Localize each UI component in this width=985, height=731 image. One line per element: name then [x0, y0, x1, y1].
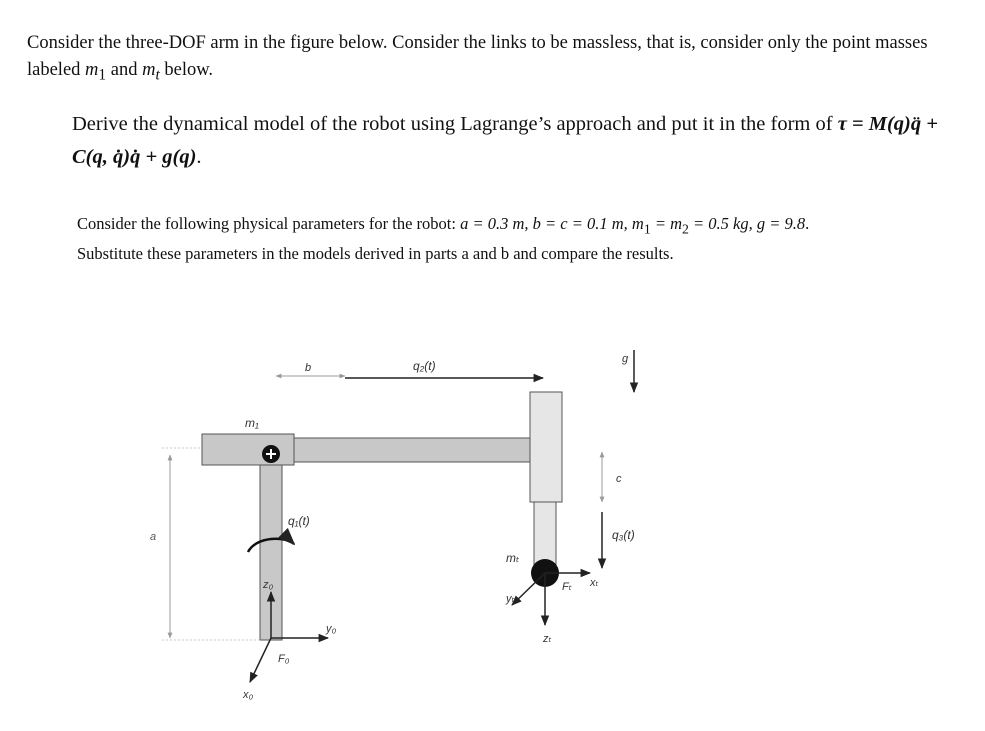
label-ft: Fₜ: [562, 581, 572, 593]
shoulder-link: [202, 434, 294, 465]
label-g: g: [622, 353, 629, 365]
label-c: c: [616, 473, 622, 485]
label-x0: x₀: [243, 689, 254, 701]
intro-paragraph: Consider the three-DOF arm in the figure below. Consider the links to be massless, that is, consider only the point masses labeled $m_1$ and $m_t$ below.: [27, 33, 928, 84]
label-m1: m₁: [245, 416, 259, 430]
label-a: a: [150, 531, 157, 543]
task-paragraph: Derive the dynamical model of the robot using Lagrange’s approach and put it in the form of τ = M(q)q̈ + C(q, q̇)q̇ + g(q).: [72, 113, 938, 168]
label-f0: F₀: [278, 653, 290, 665]
label-yt: yₜ: [506, 593, 515, 605]
label-q2: q₂(t): [413, 359, 436, 373]
label-b: b: [305, 362, 312, 374]
horizontal-link: [294, 438, 534, 462]
robot-arm-figure: [140, 340, 660, 710]
parameters-paragraph: Consider the following physical parameters for the robot: a = 0.3 m, b = c = 0.1 m, $m_1 = m_2 = 0.5$ kg, g = 9.8. Substitute these parameters in the models derived in parts a and b and compare the results.: [77, 214, 810, 264]
label-q1: q₁(t): [288, 514, 310, 528]
label-y0: y₀: [326, 623, 337, 635]
label-mt: mₜ: [506, 551, 520, 565]
label-z0: z₀: [263, 579, 274, 591]
sleeve-link: [530, 392, 562, 502]
label-xt: xₜ: [590, 577, 599, 589]
label-q3: q₃(t): [612, 528, 635, 542]
label-zt: zₜ: [543, 633, 552, 645]
dynamics-equation: τ = M(q)q̈ + C(q, q̇)q̇ + g(q): [72, 113, 938, 168]
